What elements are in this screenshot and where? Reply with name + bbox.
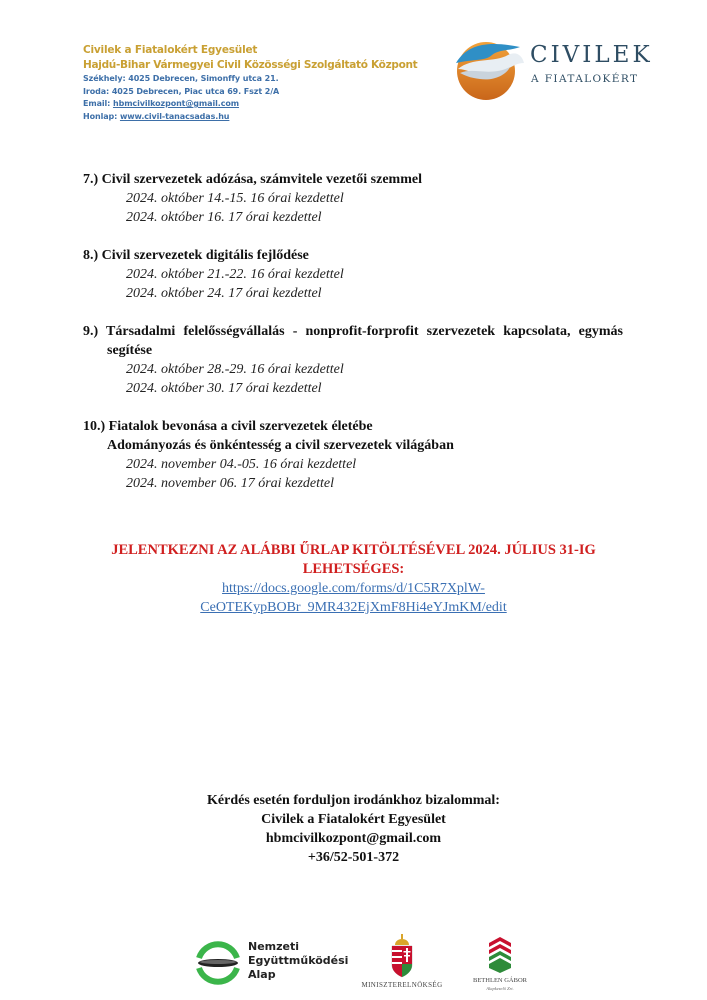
course-subtitle: Adományozás és önkéntesség a civil szervezetek világában — [107, 438, 454, 453]
course-title: 7.) Civil szervezetek adózása, számvitele vezetői szemmel — [83, 172, 422, 187]
course-list — [83, 170, 623, 512]
header-web-link[interactable]: www.civil-tanacsadas.hu — [119, 111, 230, 121]
contact-organization: Civilek a Fiatalokért Egyesület — [261, 812, 446, 827]
course-date: 2024. október 21.-22. 16 órai kezdettel — [126, 267, 344, 282]
civilek-logo — [450, 33, 653, 103]
office-address: Iroda: 4025 Debrecen, Piac utca 69. Fszt 2/A — [83, 86, 280, 96]
course-item — [83, 322, 623, 398]
signup-form-link-cont[interactable]: CeOTEKypBOBr_9MR432EjXmF8Hi4eYJmKM/edit — [200, 600, 507, 615]
course-title: 9.) Társadalmi felelősségvállalás - nonprofit-forprofit szervezetek kapcsolata, egymás — [83, 324, 623, 339]
signup-form-link[interactable]: https://docs.google.com/forms/d/1C5R7XplW- — [222, 581, 485, 596]
civilek-globe-icon — [450, 33, 530, 103]
course-title-continued: segítése — [107, 343, 153, 358]
course-item — [83, 417, 623, 493]
header-email-link[interactable]: hbmcivilkozpont@gmail.com — [112, 99, 239, 108]
signup-heading-cont: LEHETSÉGES: — [302, 561, 405, 577]
organization-header — [83, 43, 417, 123]
organization-name: Civilek a Fiatalokért Egyesület — [83, 44, 258, 56]
hungarian-coat-of-arms-icon — [387, 933, 417, 979]
course-date: 2024. október 16. 17 órai kezdettel — [126, 210, 322, 225]
header-web-row — [83, 111, 417, 124]
ministry-logo — [357, 933, 447, 993]
header-email-row — [83, 98, 417, 111]
ministry-name: MINISZTERELNÖKSÉG — [361, 981, 443, 989]
nea-line: Nemzeti — [248, 940, 300, 953]
contact-block — [0, 791, 707, 867]
bethlen-emblem-icon — [485, 935, 515, 975]
bethlen-name: BETHLEN GÁBOR — [473, 977, 527, 984]
contact-phone: +36/52-501-372 — [307, 850, 400, 865]
course-item — [83, 170, 623, 227]
seat-address: Székhely: 4025 Debrecen, Simonffy utca 21. — [83, 74, 279, 83]
course-title: 8.) Civil szervezetek digitális fejlődése — [83, 248, 309, 263]
nea-line: Alap — [248, 968, 276, 981]
nea-line: Együttműködési — [248, 954, 349, 967]
nea-text — [248, 940, 348, 982]
bethlen-gabor-logo — [470, 935, 530, 995]
sponsor-footer — [0, 930, 707, 1000]
organization-subtitle: Hajdú-Bihar Vármegyei Civil Közösségi Szolgáltató Központ — [83, 59, 418, 71]
signup-heading: JELENTKEZNI AZ ALÁBBI ŰRLAP KITÖLTÉSÉVEL 2024. JÚLIUS 31-IG — [111, 542, 596, 558]
email-label: Email: — [83, 99, 113, 108]
course-date: 2024. október 30. 17 órai kezdettel — [126, 381, 322, 396]
nea-ring-icon — [193, 938, 243, 988]
course-date: 2024. október 28.-29. 16 órai kezdettel — [126, 362, 344, 377]
logo-title: CIVILEK — [530, 42, 653, 68]
course-date: 2024. november 04.-05. 16 órai kezdettel — [126, 457, 357, 472]
course-title: 10.) Fiatalok bevonása a civil szervezetek életébe — [83, 419, 373, 434]
course-date: 2024. november 06. 17 órai kezdettel — [126, 476, 335, 491]
web-label: Honlap: — [83, 111, 120, 121]
nea-logo — [193, 938, 353, 990]
logo-subtitle: A FIATALOKÉRT — [531, 73, 639, 85]
contact-email: hbmcivilkozpont@gmail.com — [265, 831, 442, 846]
signup-block — [0, 541, 707, 617]
course-date: 2024. október 14.-15. 16 órai kezdettel — [126, 191, 344, 206]
course-item — [83, 246, 623, 303]
contact-intro: Kérdés esetén forduljon irodánkhoz bizalommal: — [207, 793, 500, 808]
bethlen-subtitle: Alapkezelő Zrt. — [486, 986, 514, 991]
course-date: 2024. október 24. 17 órai kezdettel — [126, 286, 322, 301]
